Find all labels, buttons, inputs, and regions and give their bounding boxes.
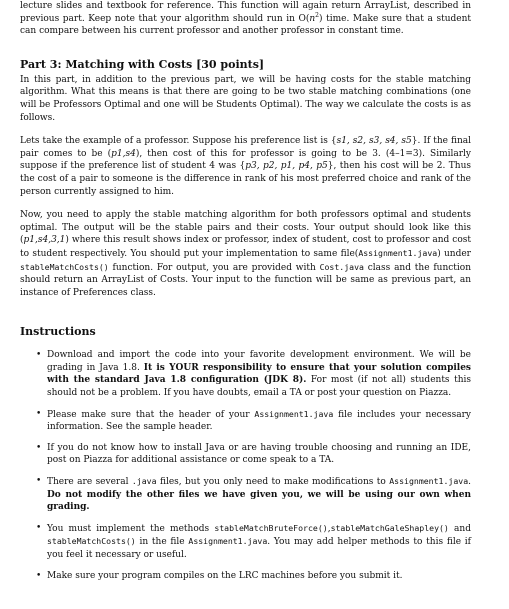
list-item <box>20 570 471 583</box>
part3-paragraph-1: In this part, in addition to the previous part, we will be having costs for the stable matching algorithm. What this means is that there are going to be two stable matching combinations (one will be Professors Optimal and one will be Students Optimal). The way we calculate the costs is as follows. <box>20 74 471 123</box>
list-item <box>20 349 471 399</box>
part3-paragraph-2 <box>20 135 471 198</box>
bullet-icon: • <box>36 350 42 361</box>
code-method: stableMatchGaleShapley() <box>330 522 449 533</box>
code-filename: Assignment1.java <box>358 247 438 258</box>
bullet-icon: • <box>36 476 42 487</box>
text: in the file <box>135 537 189 548</box>
code-filename: Assignment1.java <box>389 476 469 487</box>
text: ) where this result shows index or professor, index of student, cost to professor and cost to student respectively. You should put your implementation to same file( <box>20 235 471 259</box>
math-n: n <box>309 13 316 24</box>
instructions-list <box>20 349 471 582</box>
instructions-heading: Instructions <box>20 325 96 339</box>
math-exponent: 2 <box>315 11 319 19</box>
code-method: stableMatchBruteForce() <box>214 522 328 533</box>
text: , <box>327 523 331 534</box>
text: . You may add helper methods to this file if you feel it necessary or useful. <box>47 537 471 560</box>
bullet-icon: • <box>36 570 42 581</box>
list-item <box>20 522 471 562</box>
text: Lets take the example of a professor. Suppose his preference list is { <box>20 136 337 147</box>
list-item <box>20 408 471 434</box>
intro-text-end: ) time. Make sure that a student can compare between his current professor and another professor in constant time. <box>20 13 471 37</box>
text: ), then cost of this for professor is going to be 3. (4–1=3). Similarly suppose if the preference list of student 4 was { <box>20 148 471 172</box>
math-pair: p1,s4 <box>111 148 136 159</box>
code-filename: Assignment1.java <box>254 408 334 419</box>
code-filename: Assignment1.java <box>188 536 268 547</box>
text: and <box>448 523 471 534</box>
code-class: Cost.java <box>319 261 364 272</box>
part3-paragraph-3 <box>20 209 471 299</box>
text: For most (if not all) students this should not be a problem. If you have doubts, email a TA or post your question on Piazza. <box>47 375 471 399</box>
list-item <box>20 442 471 467</box>
code-method: stableMatchCosts() <box>47 536 136 547</box>
text: files, but you only need to make modifications to <box>156 477 390 488</box>
text: class and the function should return an ArrayList of Costs. Your input to the function will be same as previous part, an instance of Preferences class. <box>20 262 472 298</box>
text: file includes your necessary information. See the sample header. <box>47 409 472 433</box>
bullet-icon: • <box>36 408 42 419</box>
bullet-icon: • <box>36 442 42 453</box>
math-list-professors: p3, p2, p1, p4, p5 <box>245 161 328 172</box>
text: . <box>468 477 471 488</box>
intro-text: lecture slides and textbook for reference. This function will again return ArrayList, described in previous part. Keep note that your algorithm should run in O( <box>20 1 471 24</box>
math-list-students: s1, s2, s3, s4, s5 <box>336 136 412 147</box>
text: You must implement the methods <box>47 523 215 534</box>
text: Please make sure that the header of your <box>47 409 255 420</box>
text: There are several <box>47 477 132 488</box>
bullet-icon: • <box>36 522 42 533</box>
bold-text: Do not modify the other files we have given you, we will be using our own when grading. <box>47 489 471 513</box>
text: function. For output, you are provided with <box>108 262 320 273</box>
math-tuple: p1,s4,3,1 <box>23 235 66 246</box>
text: }. If the final pair comes to be ( <box>20 136 472 159</box>
intro-paragraph <box>20 0 471 38</box>
text: Make sure your program compiles on the LRC machines before you submit it. <box>47 570 403 581</box>
code-function: stableMatchCosts() <box>20 261 109 272</box>
code-extension: .java <box>131 476 157 487</box>
text: ) under <box>437 248 471 259</box>
text: }, then his cost will be 2. Thus the cost of a pair to someone is the difference in rank of his most preferred choice and rank of the person currently assigned to him. <box>20 161 472 197</box>
text: Now, you need to apply the stable matching algorithm for both professors optimal and students optimal. The output will be the stable pairs and their costs. Your output should look like this ( <box>20 210 471 246</box>
list-item <box>20 475 471 514</box>
text: If you do not know how to install Java or are having trouble choosing and running an IDE, post on Piazza for additional assistance or come speak to a TA. <box>47 442 471 466</box>
bold-text: It is YOUR responsibility to ensure that your solution compiles with the standard Java 1.8 configuration (JDK 8). <box>47 362 471 386</box>
part3-heading: Part 3: Matching with Costs [30 points] <box>20 57 265 71</box>
text: Download and import the code into your favorite development environment. We will be grading in Java 1.8. <box>47 350 471 373</box>
